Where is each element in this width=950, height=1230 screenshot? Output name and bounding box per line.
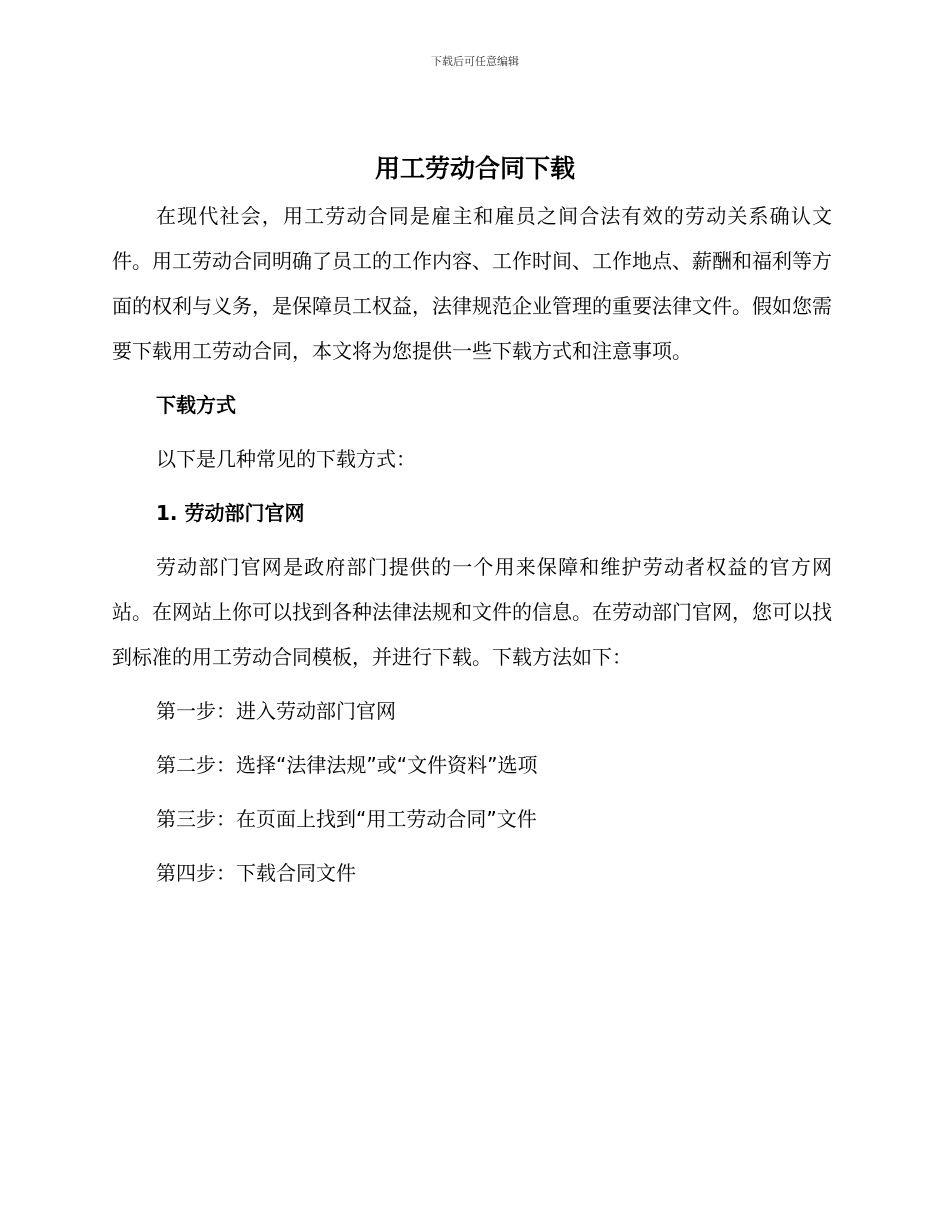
document-body [112, 194, 832, 905]
header-note: 下载后可任意编辑 [431, 55, 519, 68]
intro-paragraph: 在现代社会，用工劳动合同是雇主和雇员之间合法有效的劳动关系确认文件。用工劳动合同明确了员工的工作内容、工作时间、工作地点、薪酬和福利等方面的权利与义务，是保障员工权益，法律规范企业管理的重要法律文件。假如您需要下载用工劳动合同，本文将为您提供一些下载方式和注意事项。 [112, 204, 832, 363]
section-heading: 下载方式 [156, 393, 236, 417]
section-lead: 以下是几种常见的下载方式： [156, 447, 416, 471]
step-item-1: 第一步：进入劳动部门官网 [156, 699, 396, 723]
step-item-3: 第三步：在页面上找到“用工劳动合同”文件 [156, 807, 537, 831]
subsection-heading: 1. 劳动部门官网 [156, 501, 305, 525]
step-list [112, 689, 832, 896]
step-item-4: 第四步：下载合同文件 [156, 861, 356, 885]
document-title: 用工劳动合同下载 [374, 154, 575, 183]
step-item-2: 第二步：选择“法律法规”或“文件资料”选项 [156, 753, 538, 777]
subsection-body: 劳动部门官网是政府部门提供的一个用来保障和维护劳动者权益的官方网站。在网站上你可以找到各种法律法规和文件的信息。在劳动部门官网，您可以找到标准的用工劳动合同模板，并进行下载。下载方法如下： [112, 555, 832, 669]
